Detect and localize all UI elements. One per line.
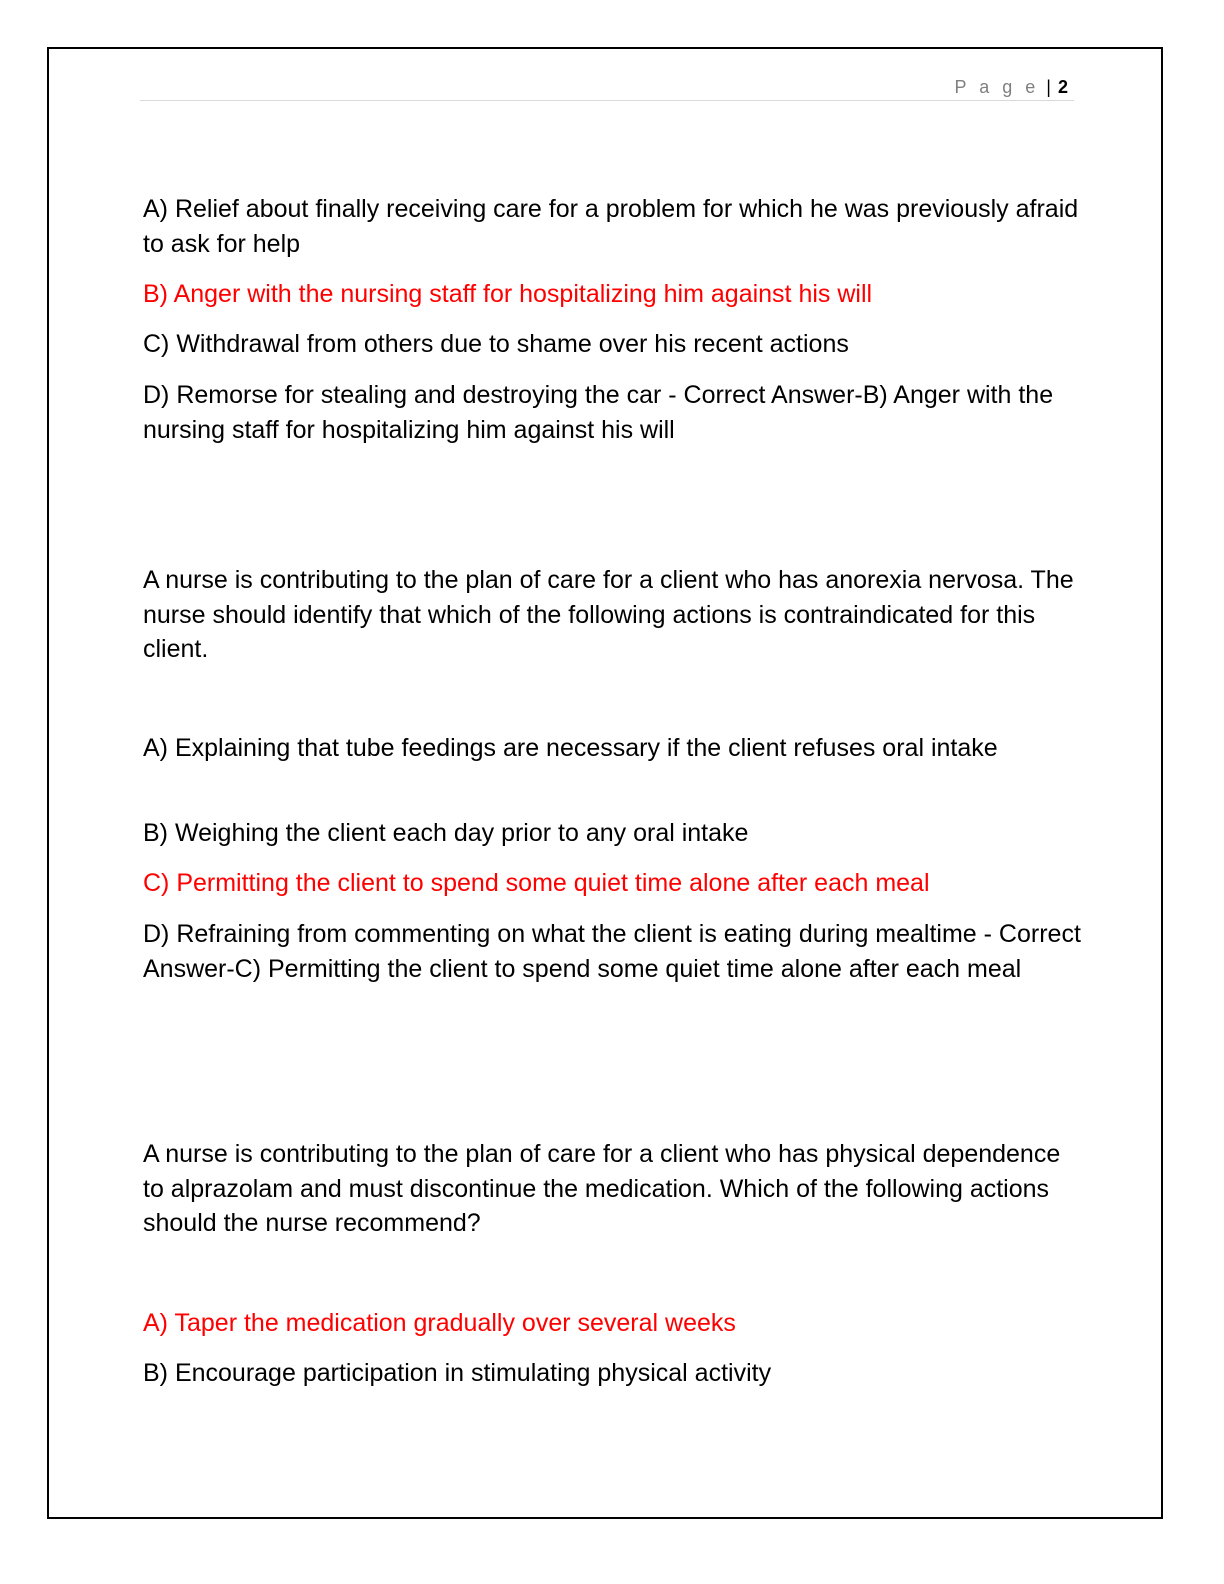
option-c-quiet-time-highlighted: C) Permitting the client to spend some quiet time alone after each meal	[143, 869, 930, 897]
option-a-relief: A) Relief about finally receiving care for a problem for which he was previously afraid to ask for help	[143, 195, 1079, 258]
option-a-tube-feedings: A) Explaining that tube feedings are necessary if the client refuses oral intake	[143, 734, 998, 762]
page-number-label	[955, 76, 1068, 98]
page-number: 2	[1057, 77, 1068, 97]
option-a-taper-highlighted: A) Taper the medication gradually over several weeks	[143, 1309, 736, 1337]
page-border	[47, 47, 1163, 1519]
page-header	[140, 72, 1074, 101]
question-alprazolam: A nurse is contributing to the plan of care for a client who has physical dependence to alprazolam and must discontinue the medication. Which of the following actions should the nurse recommend?	[143, 1140, 1061, 1237]
option-d-refraining-with-answer: D) Refraining from commenting on what the client is eating during mealtime - Correct Answer-C) Permitting the client to spend some quiet time alone after each meal	[143, 920, 1081, 983]
option-b-anger-highlighted: B) Anger with the nursing staff for hospitalizing him against his will	[143, 280, 873, 308]
page-word: P a g e	[954, 77, 1040, 97]
option-b-physical-activity: B) Encourage participation in stimulating physical activity	[143, 1359, 772, 1387]
question-anorexia: A nurse is contributing to the plan of care for a client who has anorexia nervosa. The nurse should identify that which of the following actions is contraindicated for this client.	[143, 566, 1074, 663]
option-b-weighing: B) Weighing the client each day prior to any oral intake	[143, 819, 749, 847]
option-c-withdrawal: C) Withdrawal from others due to shame over his recent actions	[143, 330, 849, 358]
page-separator: |	[1046, 77, 1051, 97]
option-d-remorse-with-answer: D) Remorse for stealing and destroying the car - Correct Answer-B) Anger with the nursing staff for hospitalizing him against his will	[143, 381, 1054, 444]
